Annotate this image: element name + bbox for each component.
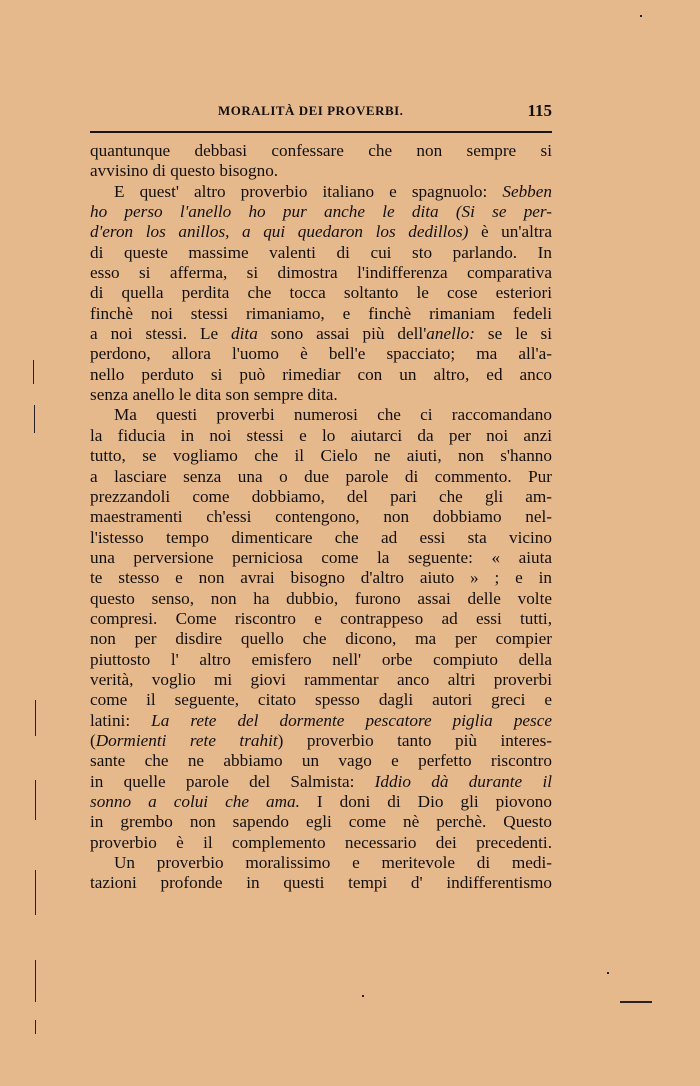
text-line: Un proverbio moralissimo e meritevole di medi- — [114, 853, 552, 873]
text-line: in grembo non sapendo egli come nè perchè. Questo — [90, 812, 552, 832]
margin-mark — [362, 995, 364, 997]
text-line: proverbio è il complemento necessario dei precedenti. — [90, 832, 552, 852]
margin-mark — [620, 1001, 652, 1003]
margin-mark — [33, 360, 34, 384]
margin-mark — [35, 780, 36, 820]
text-line: a lasciare senza una o due parole di commento. Pur — [90, 466, 552, 486]
text-line: verità, voglio mi giovi rammentar anco altri proverbi — [90, 669, 552, 689]
text-line: una perversione perniciosa come la seguente: « aiuta — [90, 547, 552, 567]
text-line: (Dormienti rete trahit) proverbio tanto più interes- — [90, 730, 552, 750]
text-line: come il seguente, citato spesso dagli autori greci e — [90, 690, 552, 710]
text-line: questo senso, non ha dubbio, furono assai delle volte — [90, 588, 552, 608]
text-line: sonno a colui che ama. I doni di Dio gli piovono — [90, 792, 552, 811]
text-line: latini: La rete del dormente pescatore piglia pesce — [90, 710, 552, 730]
text-line: tazioni profonde in questi tempi d' indifferentismo — [90, 873, 552, 893]
text-line: l'istesso tempo dimenticare che ad essi sta vicino — [90, 527, 552, 547]
text-line: ho perso l'anello ho pur anche le dita (Si se per- — [90, 202, 552, 222]
text-line: non per disdire quello che dicono, ma per compier — [90, 629, 552, 649]
text-line: perdono, allora l'uomo è bell'e spacciato; ma all'a- — [90, 344, 552, 364]
text-line: finchè noi stessi rimaniamo, e finchè rimaniam fedeli — [90, 303, 552, 323]
margin-mark — [607, 972, 609, 974]
text-line: Ma questi proverbi numerosi che ci raccomandano — [114, 405, 552, 425]
text-line: avvisino di questo bisogno. — [90, 161, 279, 181]
margin-mark — [35, 700, 36, 736]
text-line: d'eron los anillos, a qui quedaron los dedillos) è un'altra — [90, 222, 552, 242]
text-line: a noi stessi. Le dita sono assai più dell'anello: se le si — [90, 324, 553, 344]
text-line: compresi. Come riscontro e contrappeso ad essi tutti, — [90, 608, 552, 628]
text-line: nello perduto si può rimediar con un altro, ed anco — [90, 364, 552, 384]
text-line: E quest' altro proverbio italiano e spagnuolo: Sebben — [114, 181, 552, 201]
margin-mark — [35, 960, 36, 1002]
text-line: maestramenti ch'essi contengono, non dobbiamo nel- — [90, 507, 552, 527]
running-title: MORALITÀ DEI PROVERBI. — [218, 103, 404, 118]
text-line: esso si afferma, si dimostra l'indifferenza comparativa — [90, 263, 552, 283]
margin-mark — [35, 1020, 36, 1034]
text-line: di queste massime valenti di cui sto parlando. In — [90, 242, 552, 262]
text-line: di quella perdita che tocca soltanto le cose esteriori — [90, 283, 552, 303]
text-line: quantunque debbasi confessare che non sempre si — [90, 141, 552, 160]
text-line: la fiducia in noi stessi e lo aiutarci da per noi anzi — [90, 425, 552, 445]
text-line: senza anello le dita son sempre dita. — [90, 385, 338, 405]
text-line: prezzandoli come dobbiamo, del pari che gli am- — [90, 486, 552, 506]
text-line: te stesso e non avrai bisogno d'altro aiuto » ; e in — [90, 568, 552, 588]
page-number: 115 — [527, 101, 552, 120]
page-header — [88, 101, 552, 123]
margin-mark — [35, 870, 36, 915]
body-text — [90, 141, 552, 894]
text-line: tutto, se vogliamo che il Cielo ne aiuti, non s'hanno — [90, 446, 552, 466]
text-line: in quelle parole del Salmista: Iddio dà durante il — [90, 771, 552, 791]
margin-mark — [34, 405, 35, 433]
text-line: piuttosto l' altro emisfero nell' orbe compiuto della — [90, 649, 552, 669]
margin-mark — [640, 15, 642, 17]
header-rule — [90, 131, 552, 133]
text-line: sante che ne abbiamo un vago e perfetto riscontro — [90, 751, 552, 771]
